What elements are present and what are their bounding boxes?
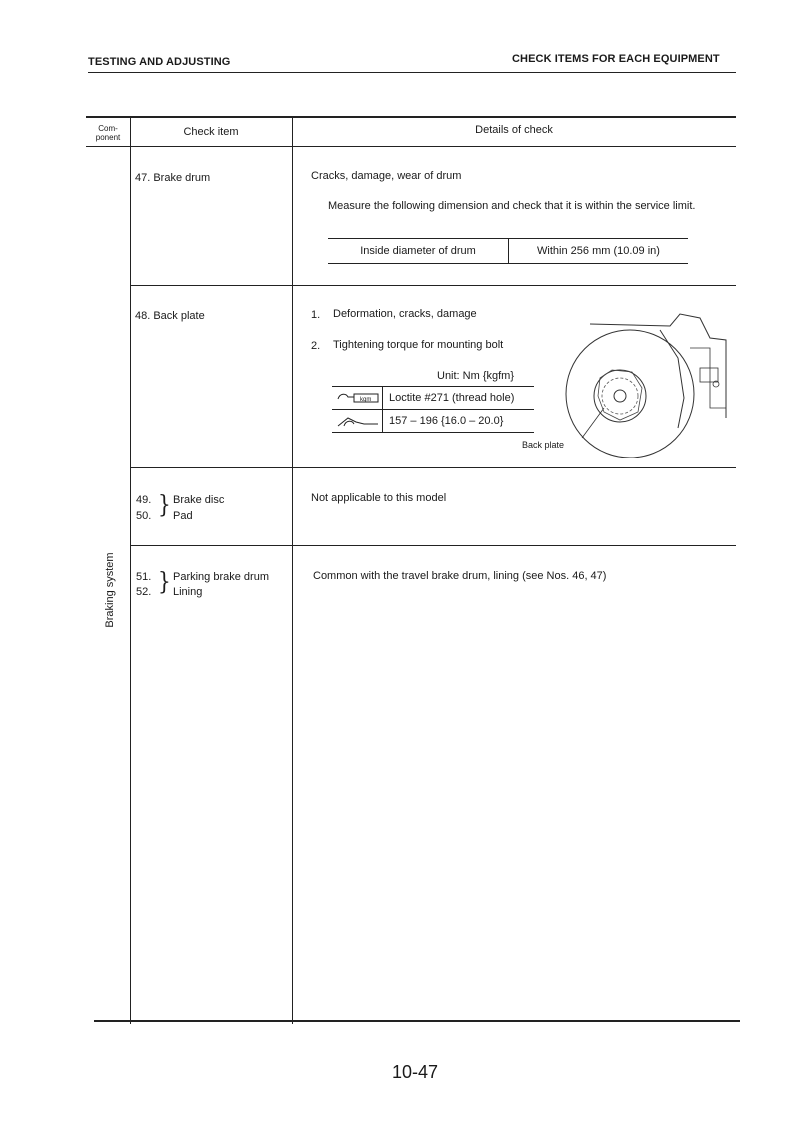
col-header-check-item: Check item bbox=[183, 126, 239, 138]
r51-brace: } bbox=[158, 566, 171, 596]
torque-spec: 157 – 196 {16.0 – 20.0} bbox=[389, 415, 504, 427]
r52-num: 52. bbox=[136, 586, 152, 598]
r48-step1-num: 1. bbox=[311, 309, 321, 321]
torque-wrench-icon bbox=[336, 412, 382, 430]
torque-table bbox=[332, 386, 534, 433]
component-label: Braking system bbox=[104, 552, 116, 628]
item-51-parking-brake-drum: Parking brake drum bbox=[173, 571, 269, 583]
header-left: TESTING AND ADJUSTING bbox=[88, 56, 231, 68]
r47-detail-2: Measure the following dimension and check that it is within the service limit. bbox=[328, 200, 696, 212]
row-separator bbox=[130, 467, 736, 468]
item-50-pad: Pad bbox=[173, 510, 193, 522]
r51-detail: Common with the travel brake drum, lining (see Nos. 46, 47) bbox=[313, 570, 607, 582]
loctite-wrench-icon bbox=[336, 389, 382, 407]
item-47-brake-drum: 47. Brake drum bbox=[135, 172, 211, 184]
item-48-back-plate: 48. Back plate bbox=[135, 310, 205, 322]
page-number: 10-47 bbox=[392, 1062, 439, 1082]
row-separator bbox=[130, 545, 736, 546]
drum-measurement-table bbox=[328, 238, 688, 264]
row-separator bbox=[130, 285, 736, 286]
r49-detail: Not applicable to this model bbox=[311, 492, 447, 504]
table-bottom-rule bbox=[94, 1020, 740, 1022]
r49-num-b: 50. bbox=[136, 510, 152, 522]
header-rule bbox=[88, 72, 736, 73]
r48-step1: Deformation, cracks, damage bbox=[333, 308, 477, 320]
table-top-rule bbox=[86, 116, 736, 118]
r49-brace: } bbox=[158, 489, 171, 519]
item-49-brake-disc: Brake disc bbox=[173, 494, 225, 506]
back-plate-callout: Back plate bbox=[522, 440, 565, 450]
torque-icon-cell bbox=[332, 410, 383, 432]
svg-text:kgm: kgm bbox=[360, 397, 372, 403]
r48-unit: Unit: Nm {kgfm} bbox=[437, 370, 515, 382]
item-52-lining: Lining bbox=[173, 586, 203, 598]
col-divider-1 bbox=[130, 118, 131, 1024]
header-right: CHECK ITEMS FOR EACH EQUIPMENT bbox=[512, 53, 720, 65]
col-header-component: Com- ponent bbox=[95, 124, 121, 142]
r48-step2: Tightening torque for mounting bolt bbox=[333, 339, 504, 351]
table-header-rule bbox=[86, 146, 736, 147]
meas-label: Inside diameter of drum bbox=[328, 239, 509, 263]
loctite-icon-cell bbox=[332, 387, 383, 409]
col-divider-2 bbox=[292, 118, 293, 1024]
col-header-details: Details of check bbox=[475, 124, 553, 136]
r49-num: 49. bbox=[136, 494, 152, 506]
r47-detail-1: Cracks, damage, wear of drum bbox=[311, 170, 462, 182]
loctite-spec: Loctite #271 (thread hole) bbox=[389, 392, 515, 404]
r51-num: 51. bbox=[136, 571, 152, 583]
meas-value: Within 256 mm (10.09 in) bbox=[537, 245, 660, 257]
r48-step2-num: 2. bbox=[311, 340, 321, 352]
back-plate-figure bbox=[560, 308, 736, 458]
